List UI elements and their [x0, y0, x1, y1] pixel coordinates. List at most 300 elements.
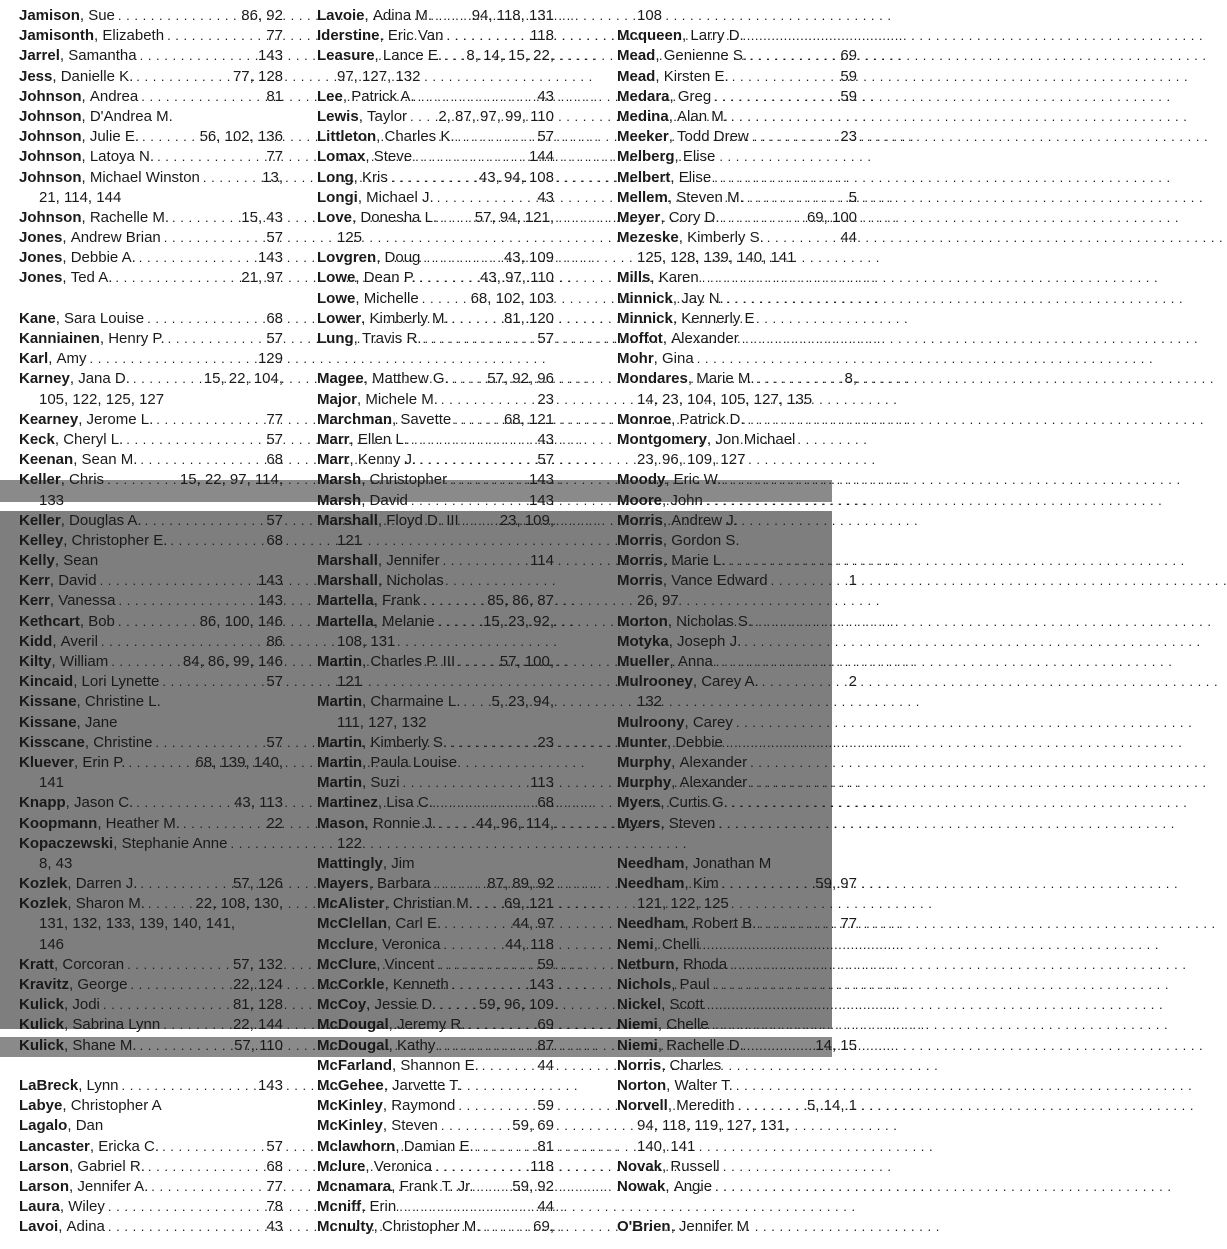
dot-leader: [90, 349, 255, 369]
entry-separator: ,: [377, 572, 387, 590]
index-entry: [19, 1015, 283, 1035]
dot-leader: [771, 571, 846, 591]
dot-leader: [423, 248, 501, 268]
entry-surname: Kidd: [19, 632, 53, 650]
entry-given-name: Chelle: [666, 1016, 709, 1034]
dot-leader: [482, 1056, 535, 1076]
entry-given-name: Christian M.: [392, 895, 473, 913]
entry-given-name: Eric W.: [673, 471, 722, 489]
index-entry: [617, 975, 857, 995]
entry-surname: Morton: [617, 612, 668, 630]
entry-surname: Leasure: [317, 47, 375, 65]
index-entry: [617, 1157, 857, 1177]
dot-leader: [443, 551, 528, 571]
entry-surname: Kulick: [19, 1036, 65, 1054]
index-entry: [317, 1076, 554, 1096]
index-entry-continuation: [617, 248, 857, 268]
entry-surname: Littleton: [317, 128, 377, 146]
entry-given-name: Charmaine L.: [370, 693, 461, 711]
entry-separator: ,: [69, 1157, 78, 1175]
entry-given-name: Lynn: [86, 1076, 119, 1094]
index-entry: [19, 248, 283, 268]
entry-given-name: George: [77, 976, 128, 993]
entry-page-numbers: 23: [537, 733, 554, 751]
entry-page-numbers: 23, 96, 109, 127: [637, 451, 746, 469]
index-entry: [617, 491, 857, 511]
index-entry: [617, 854, 857, 874]
entry-page-numbers: 68: [537, 794, 554, 812]
entry-surname: Nemi: [617, 935, 654, 953]
entry-page-numbers: 77, 128: [232, 67, 283, 85]
entry-page-numbers: 77: [266, 410, 283, 428]
index-entry: [617, 410, 857, 430]
entry-surname: Moore: [617, 491, 662, 509]
index-entry: [317, 914, 554, 934]
dot-leader: [424, 329, 534, 349]
entry-surname: Mueller: [617, 653, 670, 670]
entry-surname: Larson: [19, 1157, 70, 1175]
entry-given-name: Christopher: [369, 471, 448, 489]
entry-separator: ,: [667, 733, 676, 751]
entry-separator: ,: [392, 1056, 401, 1074]
entry-given-name: William: [59, 653, 109, 670]
index-column-1: [19, 6, 283, 1237]
index-entry: [617, 935, 857, 955]
entry-separator: ,: [67, 895, 76, 913]
entry-given-name: Genienne S.: [663, 47, 748, 65]
index-entry: [19, 531, 283, 551]
entry-separator: ,: [377, 552, 387, 570]
entry-surname: Martella: [317, 592, 374, 610]
entry-separator: ,: [687, 370, 697, 388]
index-entry: [617, 87, 857, 107]
entry-surname: Johnson: [19, 107, 82, 125]
dot-leader: [399, 1197, 534, 1217]
entry-given-name: Ellen L.: [357, 430, 408, 448]
entry-separator: ,: [349, 451, 358, 469]
entry-surname: Kethcart: [19, 612, 80, 630]
dot-leader: [118, 591, 255, 611]
entry-page-numbers: 84, 86, 99, 146: [182, 653, 283, 670]
entry-separator: ,: [373, 1218, 383, 1236]
entry-surname: Johnson: [19, 168, 82, 186]
dot-leader: [723, 208, 804, 228]
dot-leader: [714, 87, 837, 107]
entry-page-numbers: 8, 43: [39, 854, 73, 872]
entry-given-name: Elise: [682, 148, 716, 166]
entry-page-numbers: 77: [840, 915, 857, 933]
entry-given-name: Kim: [692, 875, 719, 893]
dot-leader: [468, 1015, 534, 1035]
entry-separator: ,: [662, 531, 672, 549]
index-entry: [617, 1056, 857, 1076]
index-entry: [19, 975, 283, 995]
index-entry: [19, 127, 283, 147]
entry-surname: Mcclure: [317, 935, 374, 953]
entry-given-name: Charles K.: [384, 128, 455, 146]
entry-page-numbers: 13,: [262, 168, 283, 186]
entry-given-name: Kris: [362, 168, 388, 186]
entry-page-numbers: 68, 102, 103: [470, 289, 554, 307]
entry-separator: ,: [684, 713, 693, 731]
entry-surname: McCorkle: [317, 976, 385, 993]
dot-leader: [747, 188, 846, 208]
index-entry: [317, 854, 554, 874]
dot-leader: [444, 914, 509, 934]
dot-leader: [437, 955, 534, 975]
entry-page-numbers: 57: [266, 673, 283, 691]
entry-given-name: Joseph J.: [677, 632, 742, 650]
entry-given-name: Averil: [60, 632, 98, 650]
dot-leader: [702, 268, 854, 288]
index-entry-continuation: [19, 914, 283, 934]
entry-surname: Morris: [617, 531, 663, 549]
index-entry: [617, 652, 857, 672]
entry-page-numbers: 143: [257, 47, 283, 65]
entry-surname: Jamison: [19, 7, 80, 24]
dot-leader: [162, 1137, 263, 1157]
entry-page-numbers: 143: [257, 592, 283, 610]
entry-separator: ,: [362, 733, 371, 751]
entry-given-name: Carl E.: [395, 915, 442, 933]
dot-leader: [108, 1217, 263, 1237]
index-entry: [19, 814, 283, 834]
index-entry-continuation: [617, 894, 857, 914]
entry-surname: Motyka: [617, 632, 669, 650]
entry-separator: ,: [653, 935, 663, 953]
entry-given-name: Erin P.: [82, 753, 126, 771]
entry-separator: ,: [58, 1218, 67, 1236]
index-entry: [317, 894, 554, 914]
entry-page-numbers: 69,: [533, 1218, 554, 1236]
entry-given-name: Adina M.: [372, 7, 433, 24]
entry-surname: Kane: [19, 309, 56, 327]
index-entry: [317, 390, 554, 410]
entry-page-numbers: 143: [257, 572, 283, 590]
entry-surname: Kelley: [19, 531, 64, 549]
dot-leader: [715, 1177, 854, 1197]
entry-page-numbers: 5, 23, 94,: [491, 693, 554, 711]
dot-leader: [130, 975, 230, 995]
dot-leader: [163, 1015, 230, 1035]
dot-leader: [476, 894, 501, 914]
entry-separator: ,: [49, 592, 59, 610]
index-entry: [19, 612, 283, 632]
entry-page-numbers: 59: [840, 67, 857, 85]
entry-separator: ,: [667, 1097, 677, 1115]
index-entry: [317, 1177, 554, 1197]
entry-page-numbers: 57: [537, 451, 554, 469]
entry-separator: ,: [657, 1016, 667, 1034]
dot-leader: [454, 410, 501, 430]
index-entry-continuation: [617, 1116, 857, 1136]
entry-separator: ,: [59, 47, 69, 65]
index-entry-continuation: [617, 1137, 857, 1157]
entry-surname: Johnson: [19, 87, 82, 105]
entry-surname: Moffot: [617, 330, 663, 347]
entry-surname: Lancaster: [19, 1137, 90, 1155]
index-entry: [317, 470, 554, 490]
entry-separator: ,: [357, 390, 366, 408]
entry-surname: Marr: [317, 451, 350, 469]
index-entry: [19, 713, 283, 733]
entry-given-name: Ronnie J.: [372, 814, 437, 832]
entry-separator: ,: [81, 148, 90, 166]
entry-page-numbers: 81, 128: [232, 996, 283, 1014]
index-entry: [617, 208, 857, 228]
entry-surname: Lower: [317, 309, 362, 327]
entry-surname: Jamisonth: [19, 27, 95, 45]
index-entry: [19, 147, 283, 167]
entry-page-numbers: 131, 132, 133, 139, 140, 141,: [39, 915, 236, 933]
entry-separator: ,: [62, 229, 71, 247]
entry-given-name: David: [58, 572, 97, 590]
entry-surname: Mead: [617, 67, 656, 85]
entry-given-name: Kenneth: [392, 976, 449, 993]
entry-separator: ,: [97, 814, 106, 832]
index-entry: [617, 1096, 857, 1116]
index-entry: [617, 511, 857, 531]
entry-separator: ,: [364, 7, 373, 24]
entry-separator: ,: [671, 753, 680, 771]
entry-page-numbers: 43: [537, 430, 554, 448]
entry-surname: Lavoi: [19, 1218, 59, 1236]
dot-leader: [706, 491, 854, 511]
entry-separator: ,: [357, 188, 367, 206]
entry-given-name: Shane M.: [72, 1036, 137, 1054]
entry-surname: Lowe: [317, 289, 356, 307]
entry-surname: Mclure: [317, 1157, 366, 1175]
entry-page-numbers: 140, 141: [637, 1137, 696, 1155]
entry-given-name: Julie E.: [89, 128, 140, 146]
entry-separator: ,: [661, 1056, 670, 1074]
entry-surname: Norris: [617, 1056, 662, 1074]
index-entry-continuation: [617, 390, 857, 410]
entry-given-name: Veronica: [373, 1157, 433, 1175]
entry-separator: ,: [373, 612, 383, 630]
dot-leader: [730, 955, 854, 975]
entry-given-name: Kirsten E.: [663, 67, 729, 85]
entry-page-numbers: 57: [537, 330, 554, 347]
index-entry: [317, 46, 554, 66]
entry-separator: ,: [362, 774, 371, 792]
dot-leader: [103, 995, 230, 1015]
entry-separator: ,: [662, 552, 672, 570]
entry-surname: Marsh: [317, 471, 362, 489]
entry-separator: ,: [374, 47, 383, 65]
entry-separator: ,: [666, 1076, 675, 1094]
index-entry: [19, 874, 283, 894]
entry-separator: ,: [653, 350, 663, 368]
entry-separator: ,: [55, 309, 65, 327]
dot-leader: [750, 773, 854, 793]
entry-page-numbers: 22, 124: [232, 976, 283, 993]
index-entry: [19, 349, 283, 369]
entry-page-numbers: 43, 109: [503, 249, 554, 267]
index-entry: [19, 955, 283, 975]
entry-separator: ,: [99, 330, 109, 347]
entry-page-numbers: 44, 118: [505, 935, 554, 953]
index-entry: [317, 6, 554, 26]
dot-leader: [752, 127, 838, 147]
dot-leader: [127, 955, 230, 975]
entry-given-name: Marie M.: [696, 370, 755, 388]
entry-page-numbers: 68, 139, 140,: [195, 753, 283, 771]
entry-separator: ,: [361, 471, 370, 489]
entry-separator: ,: [363, 370, 373, 388]
entry-given-name: Chris: [69, 471, 105, 489]
entry-given-name: Patrick A.: [351, 87, 415, 105]
entry-separator: ,: [353, 168, 362, 186]
index-entry-continuation: [19, 935, 283, 955]
index-entry: [19, 834, 283, 854]
index-entry: [617, 1217, 857, 1237]
index-entry: [317, 329, 554, 349]
dot-leader: [136, 67, 230, 87]
index-entry: [19, 1137, 283, 1157]
index-entry: [317, 107, 554, 127]
index-entry: [317, 692, 554, 712]
entry-given-name: Henry P.: [108, 330, 165, 347]
dot-leader: [446, 26, 527, 46]
index-entry-continuation: [617, 450, 857, 470]
entry-surname: Lewis: [317, 107, 359, 125]
dot-leader: [452, 309, 501, 329]
entry-separator: ,: [382, 1117, 392, 1135]
entry-surname: Marshall: [317, 511, 378, 529]
entry-surname: Nickel: [617, 996, 662, 1014]
entry-separator: ,: [377, 511, 387, 529]
entry-surname: Medina: [617, 107, 669, 125]
entry-surname: Mcnamara: [317, 1177, 392, 1195]
entry-surname: Lovgren: [317, 249, 377, 267]
dot-leader: [167, 26, 263, 46]
entry-page-numbers: 86, 92: [241, 7, 283, 24]
entry-separator: ,: [384, 895, 393, 913]
index-entry: [617, 955, 857, 975]
index-entry: [317, 814, 554, 834]
entry-surname: Martin: [317, 653, 362, 670]
index-entry: [19, 672, 283, 692]
dot-leader: [126, 430, 263, 450]
index-entry: [617, 793, 857, 813]
entry-given-name: Damian E.: [403, 1137, 474, 1155]
index-entry: [19, 26, 283, 46]
entry-separator: ,: [684, 875, 693, 893]
entry-surname: Keck: [19, 430, 55, 448]
index-entry: [19, 309, 283, 329]
index-entry: [317, 612, 554, 632]
dot-leader: [707, 995, 854, 1015]
entry-page-numbers: 21, 114, 144: [39, 188, 122, 206]
index-entry-continuation: [317, 632, 554, 652]
dot-leader: [732, 67, 838, 87]
index-entry: [617, 127, 857, 147]
entry-surname: Larson: [19, 1177, 70, 1195]
entry-page-numbers: 57: [266, 1137, 283, 1155]
index-spacer: [19, 289, 283, 309]
entry-page-numbers: 57: [537, 128, 554, 146]
entry-separator: ,: [69, 370, 79, 388]
dot-leader: [145, 511, 264, 531]
entry-given-name: Kimberly S.: [687, 229, 764, 247]
dot-leader: [439, 814, 473, 834]
entry-given-name: Jodi: [72, 996, 100, 1014]
index-entry: [317, 1137, 554, 1157]
dot-leader: [148, 894, 193, 914]
entry-separator: ,: [54, 955, 63, 973]
entry-surname: Johnson: [19, 208, 82, 226]
entry-surname: Needham: [617, 854, 685, 872]
dot-leader: [437, 188, 535, 208]
index-entry-continuation: [19, 854, 283, 874]
entry-separator: ,: [391, 1177, 400, 1195]
entry-surname: Myers: [617, 794, 661, 812]
index-entry: [317, 268, 554, 288]
entry-separator: ,: [73, 451, 82, 469]
entry-page-numbers: 132: [637, 693, 663, 711]
entry-given-name: Rhoda: [682, 955, 728, 973]
index-entry: [19, 894, 283, 914]
dot-leader: [435, 1157, 527, 1177]
entry-separator: ,: [81, 107, 90, 125]
entry-page-numbers: 44: [537, 1056, 554, 1074]
dot-leader: [147, 309, 263, 329]
entry-given-name: Carey: [692, 713, 733, 731]
entry-page-numbers: 87, 89, 92: [487, 875, 554, 893]
dot-leader: [142, 127, 197, 147]
entry-separator: ,: [49, 572, 59, 590]
index-entry: [317, 975, 554, 995]
entry-separator: ,: [52, 67, 61, 85]
entry-given-name: Cheryl L.: [63, 430, 124, 448]
index-entry: [617, 289, 857, 309]
entry-surname: McAlister: [317, 895, 385, 913]
entry-given-name: Patrick D.: [679, 410, 745, 428]
entry-page-numbers: 57: [266, 330, 283, 347]
entry-surname: Jarrel: [19, 47, 60, 65]
entry-surname: Marshall: [317, 552, 378, 570]
dot-leader: [727, 289, 854, 309]
dot-leader: [118, 6, 238, 26]
entry-separator: ,: [76, 693, 85, 711]
entry-page-numbers: 141: [39, 774, 65, 792]
index-entry: [617, 369, 857, 389]
entry-separator: ,: [377, 794, 387, 812]
dot-leader: [738, 1096, 804, 1116]
entry-given-name: Melanie: [382, 612, 435, 630]
index-entry: [19, 329, 283, 349]
dot-leader: [231, 834, 281, 854]
entry-separator: ,: [362, 653, 371, 670]
index-entry: [317, 1036, 554, 1056]
entry-surname: Myers: [617, 814, 661, 832]
index-entry: [317, 127, 554, 147]
entry-separator: ,: [352, 208, 361, 226]
entry-page-numbers: 44: [537, 1198, 554, 1216]
entry-page-numbers: 105, 122, 125, 127: [39, 390, 165, 408]
entry-given-name: Angie: [673, 1177, 713, 1195]
dot-leader: [441, 1116, 509, 1136]
entry-surname: Nichols: [617, 976, 672, 993]
entry-surname: Montgomery: [617, 430, 707, 448]
entry-given-name: Raymond: [391, 1097, 456, 1115]
entry-given-name: Gina: [662, 350, 694, 368]
dot-leader: [438, 612, 481, 632]
entry-separator: ,: [662, 511, 672, 529]
entry-surname: Nowak: [617, 1177, 666, 1195]
entry-separator: ,: [662, 1157, 671, 1175]
